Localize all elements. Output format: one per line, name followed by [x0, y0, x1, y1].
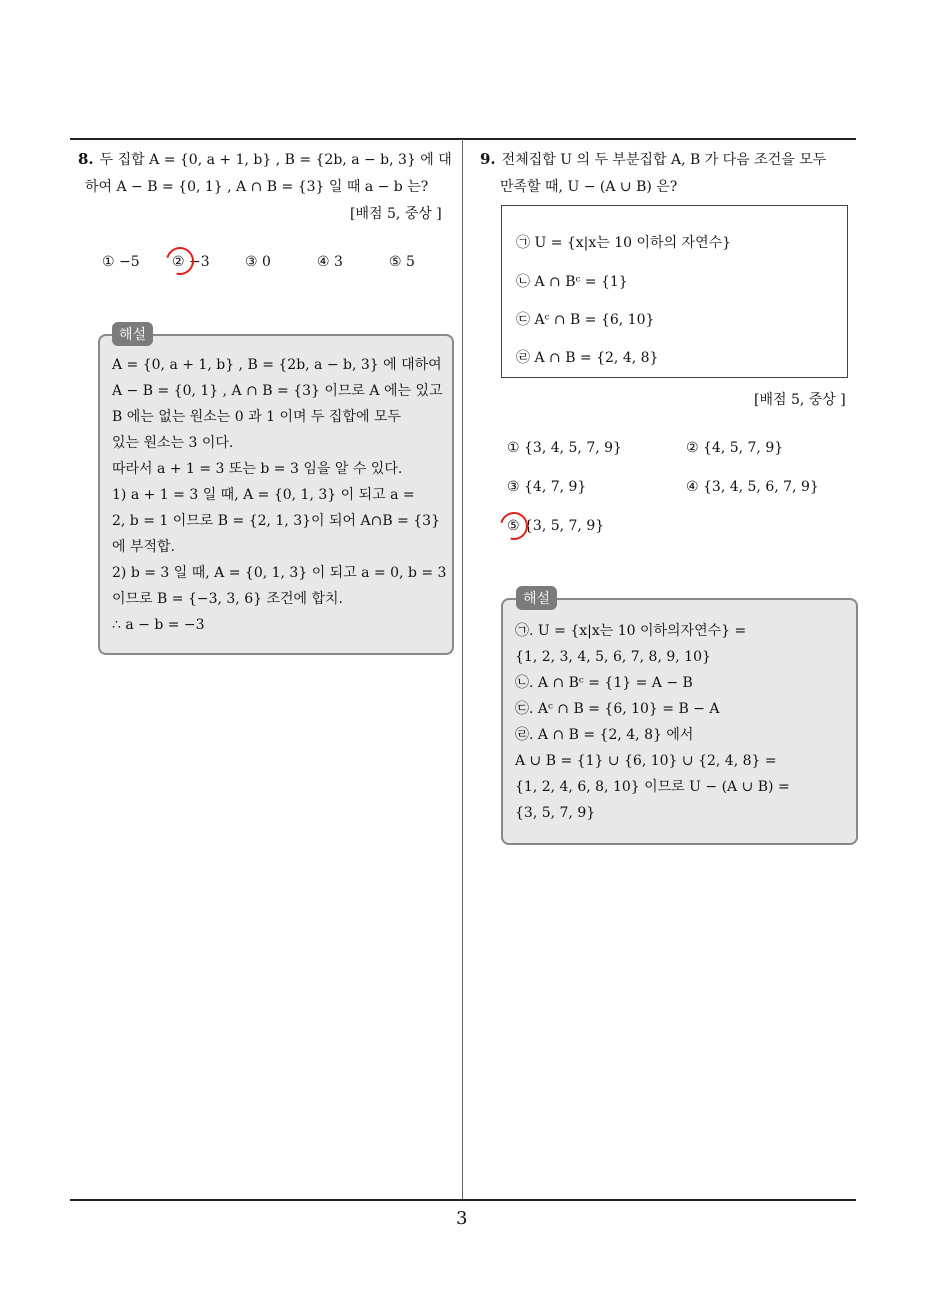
choice-5[interactable]: ⑤ 5 [389, 254, 415, 270]
answer-circle-mark [161, 242, 199, 280]
question-text-line: 만족할 때, U − (A ∪ B) 은? [500, 179, 678, 195]
choice-4[interactable]: ④ 3 [317, 254, 343, 270]
solution-line: 이므로 B = {−3, 3, 6} 조건에 합치. [112, 591, 343, 607]
solution-line: 2, b = 1 이므로 B = {2, 1, 3}이 되어 A∩B = {3} [112, 513, 440, 529]
page-number: 3 [456, 1208, 468, 1229]
choice-2[interactable]: ② −3 [172, 254, 210, 270]
solution-line: 있는 원소는 3 이다. [112, 435, 234, 451]
solution-line: 2) b = 3 일 때, A = {0, 1, 3} 이 되고 a = 0, b = 3 [112, 565, 447, 581]
solution-line: 에 부적합. [112, 539, 175, 555]
choice-1[interactable]: ① {3, 4, 5, 7, 9} [507, 440, 622, 456]
question-number: 9. [480, 150, 496, 168]
question-8 [78, 146, 458, 201]
choice-2[interactable]: ② {4, 5, 7, 9} [686, 440, 784, 456]
question-text-line: 두 집합 A = {0, a + 1, b} , B = {2b, a − b, 3} 에 대 [99, 152, 452, 168]
solution-box [98, 334, 454, 655]
solution-line: B 에는 없는 원소는 0 과 1 이며 두 집합에 모두 [112, 409, 401, 425]
solution-line: 1) a + 1 = 3 일 때, A = {0, 1, 3} 이 되고 a = [112, 487, 415, 503]
top-rule [70, 138, 856, 140]
solution-tag: 해설 [516, 586, 557, 610]
score-label: [배점 5, 중상 ] [350, 206, 442, 222]
solution-line: ㉢. Aᶜ ∩ B = {6, 10} = B − A [515, 701, 720, 717]
solution-line: ㉠. U = {x|x는 10 이하의자연수} = [515, 623, 747, 639]
answer-circle-mark [495, 507, 533, 545]
condition-box [501, 205, 848, 378]
question-number: 8. [78, 150, 94, 168]
solution-line: ∴ a − b = −3 [112, 617, 205, 633]
solution-tag: 해설 [112, 322, 153, 346]
question-text-line: 전체집합 U 의 두 부분집합 A, B 가 다음 조건을 모두 [501, 152, 827, 168]
condition-4: ㉣ A ∩ B = {2, 4, 8} [516, 350, 659, 366]
solution-box [501, 598, 858, 845]
question-text-line: 하여 A − B = {0, 1} , A ∩ B = {3} 일 때 a − b 는? [85, 179, 429, 195]
solution-line: ㉡. A ∩ Bᶜ = {1} = A − B [515, 675, 693, 691]
solution-line: 따라서 a + 1 = 3 또는 b = 3 임을 알 수 있다. [112, 461, 403, 477]
solution-line: ㉣. A ∩ B = {2, 4, 8} 에서 [515, 727, 694, 743]
choice-4[interactable]: ④ {3, 4, 5, 6, 7, 9} [686, 479, 819, 495]
column-divider [462, 139, 463, 1201]
solution-line: A = {0, a + 1, b} , B = {2b, a − b, 3} 에 대하여 [112, 357, 442, 373]
condition-2: ㉡ A ∩ Bᶜ = {1} [516, 274, 628, 290]
solution-line: {1, 2, 3, 4, 5, 6, 7, 8, 9, 10} [515, 649, 711, 665]
solution-line: A ∪ B = {1} ∪ {6, 10} ∪ {2, 4, 8} = [515, 753, 777, 769]
bottom-rule [70, 1199, 856, 1201]
condition-1: ㉠ U = {x|x는 10 이하의 자연수} [516, 235, 732, 251]
choice-3[interactable]: ③ 0 [245, 254, 271, 270]
choice-3[interactable]: ③ {4, 7, 9} [507, 479, 587, 495]
choice-5[interactable]: ⑤ {3, 5, 7, 9} [507, 518, 605, 534]
solution-line: {1, 2, 4, 6, 8, 10} 이므로 U − (A ∪ B) = [515, 779, 790, 795]
score-label: [배점 5, 중상 ] [754, 392, 846, 408]
question-9 [480, 146, 860, 201]
solution-line: A − B = {0, 1} , A ∩ B = {3} 이므로 A 에는 있고 [112, 383, 443, 399]
solution-line: {3, 5, 7, 9} [515, 805, 596, 821]
choice-1[interactable]: ① −5 [102, 254, 140, 270]
condition-3: ㉢ Aᶜ ∩ B = {6, 10} [516, 312, 655, 328]
